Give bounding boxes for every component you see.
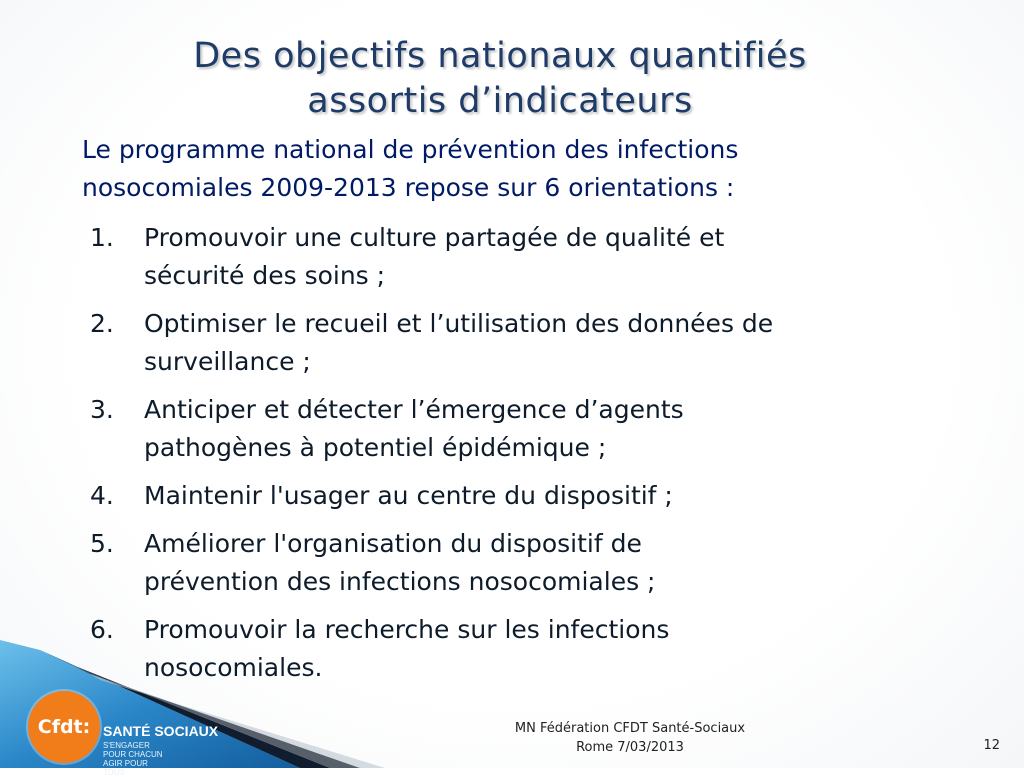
intro-line-2: nosocomiales 2009-2013 repose sur 6 orientations : (82, 173, 735, 202)
list-item (90, 391, 990, 467)
list-item (90, 305, 990, 381)
list-item-number: 6. (90, 615, 114, 644)
list-item-text-line-1: Promouvoir la recherche sur les infections (144, 615, 670, 644)
list-item-text-line-2: surveillance ; (144, 347, 311, 376)
page-number: 12 (983, 738, 1000, 753)
list-item-text-line-1: Promouvoir une culture partagée de qualité et (144, 223, 725, 252)
list-item-number: 4. (90, 481, 114, 510)
list-item-number: 3. (90, 395, 114, 424)
list-item-text-line-2: sécurité des soins ; (144, 261, 386, 290)
list-item-text-line-1: Anticiper et détecter l’émergence d’agents (144, 395, 684, 424)
list-item (90, 477, 990, 515)
slide-title-line-1: Des objectifs nationaux quantifiés (193, 36, 807, 76)
slide-title (100, 34, 900, 124)
list-item-number: 2. (90, 309, 114, 338)
list-item-number: 5. (90, 529, 114, 558)
list-item-text-line-1: Optimiser le recueil et l’utilisation des données de (144, 309, 774, 338)
list-item-number: 1. (90, 223, 114, 252)
cfdt-logo-icon (28, 691, 100, 763)
logo-name: SANTÉ SOCIAUX (103, 723, 219, 739)
list-item-text-line-1: Améliorer l'organisation du dispositif de (144, 529, 642, 558)
intro-paragraph (82, 131, 982, 207)
list-item (90, 525, 990, 601)
list-item-text-line-2: pathogènes à potentiel épidémique ; (144, 433, 607, 462)
slide-footer (450, 719, 810, 757)
list-item-text-line-1: Maintenir l'usager au centre du dispositif ; (144, 481, 673, 510)
list-item (90, 219, 990, 295)
logo-tagline: S'ENGAGER POUR CHACUN AGIR POUR TOUS (103, 741, 163, 777)
footer-date: Rome 7/03/2013 (576, 740, 684, 755)
list-item-text-line-2: nosocomiales. (144, 653, 323, 682)
logo-badge-text: Cfdt: (37, 716, 91, 738)
intro-line-1: Le programme national de prévention des infections (82, 135, 739, 164)
footer-organization: MN Fédération CFDT Santé-Sociaux (514, 721, 746, 736)
list-item-text-line-2: prévention des infections nosocomiales ; (144, 567, 656, 596)
orientations-list (90, 219, 990, 697)
slide-title-line-2: assortis d’indicateurs (307, 81, 693, 121)
list-item (90, 611, 990, 687)
